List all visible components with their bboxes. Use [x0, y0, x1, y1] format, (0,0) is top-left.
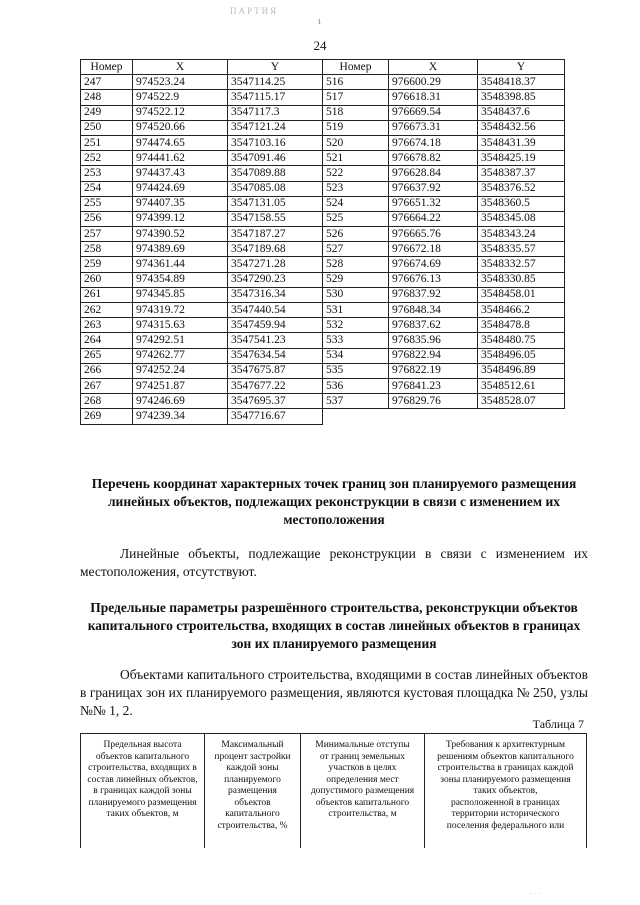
table-cell: 3547158.55 — [228, 211, 323, 226]
table-row — [81, 135, 565, 150]
table-cell: 3547091.46 — [228, 151, 323, 166]
table-cell: 3547634.54 — [228, 348, 323, 363]
table-cell: 535 — [323, 363, 389, 378]
table-cell: 263 — [81, 318, 133, 333]
table-cell: 976618.31 — [389, 90, 478, 105]
section-heading-coordinates: Перечень координат характерных точек границ зон планируемого размещения линейных объектов, подлежащих реконструкции в связи с изменением их местоположения — [91, 476, 577, 527]
table-cell: 250 — [81, 120, 133, 135]
table-cell: 530 — [323, 287, 389, 302]
table-cell: 976628.84 — [389, 166, 478, 181]
table-row — [81, 272, 565, 287]
table-cell: 247 — [81, 75, 133, 90]
table-cell: 3547114.25 — [228, 75, 323, 90]
table-row — [81, 303, 565, 318]
table-cell: 976665.76 — [389, 227, 478, 242]
table-cell: 3547440.54 — [228, 303, 323, 318]
table-cell: 258 — [81, 242, 133, 257]
table-cell: 974522.9 — [133, 90, 228, 105]
table-cell: 537 — [323, 394, 389, 409]
table-row — [81, 409, 565, 424]
table-cell: 974522.12 — [133, 105, 228, 120]
table-cell: 3547271.28 — [228, 257, 323, 272]
table-cell: 3548432.56 — [478, 120, 565, 135]
table-cell: 526 — [323, 227, 389, 242]
table-cell: 974361.44 — [133, 257, 228, 272]
table-header-cell: X — [389, 60, 478, 75]
table-cell: 976829.76 — [389, 394, 478, 409]
table-cell: 3547675.87 — [228, 363, 323, 378]
table-header-cell: Номер — [81, 60, 133, 75]
table-row — [81, 287, 565, 302]
table-cell: 974319.72 — [133, 303, 228, 318]
table-cell: 974437.43 — [133, 166, 228, 181]
table-cell: 976837.62 — [389, 318, 478, 333]
table-cell: 974315.63 — [133, 318, 228, 333]
table-cell: 976848.34 — [389, 303, 478, 318]
table-cell: 3548335.57 — [478, 242, 565, 257]
table-cell: 3548431.39 — [478, 135, 565, 150]
table-row — [81, 363, 565, 378]
table-header-row — [81, 60, 565, 75]
table-cell: 976674.18 — [389, 135, 478, 150]
table-cell: 974246.69 — [133, 394, 228, 409]
table-cell: 3548496.89 — [478, 363, 565, 378]
table-cell: 3548437.6 — [478, 105, 565, 120]
table-cell: 531 — [323, 303, 389, 318]
table-row — [81, 394, 565, 409]
table-cell: 974262.77 — [133, 348, 228, 363]
table-row — [81, 348, 565, 363]
table-cell: 518 — [323, 105, 389, 120]
table-cell: 249 — [81, 105, 133, 120]
table-cell: 3547131.05 — [228, 196, 323, 211]
table-cell: 3547115.17 — [228, 90, 323, 105]
table-cell: 976673.31 — [389, 120, 478, 135]
table-cell: 536 — [323, 378, 389, 393]
table-header-row — [81, 734, 587, 849]
scan-artifact: . . . — [530, 887, 540, 896]
table-cell: 3548332.57 — [478, 257, 565, 272]
table-cell: 976669.54 — [389, 105, 478, 120]
table-cell: 3547189.68 — [228, 242, 323, 257]
table-cell: 3547085.08 — [228, 181, 323, 196]
table-cell: 3548496.05 — [478, 348, 565, 363]
table-cell: 974252.24 — [133, 363, 228, 378]
table-header-cell: Номер — [323, 60, 389, 75]
table-cell: 524 — [323, 196, 389, 211]
table-cell: 260 — [81, 272, 133, 287]
table-cell: 267 — [81, 378, 133, 393]
table-cell: 3548425.19 — [478, 151, 565, 166]
table-row — [81, 181, 565, 196]
table-cell: 3547541.23 — [228, 333, 323, 348]
table-cell: 3547089.88 — [228, 166, 323, 181]
table-cell: 261 — [81, 287, 133, 302]
table-cell: 976841.23 — [389, 378, 478, 393]
table-cell: 976672.18 — [389, 242, 478, 257]
table-cell: 974424.69 — [133, 181, 228, 196]
table-cell: 519 — [323, 120, 389, 135]
table-cell: 974474.65 — [133, 135, 228, 150]
table-cell: 976674.69 — [389, 257, 478, 272]
table-cell: 3548387.37 — [478, 166, 565, 181]
table-cell — [478, 409, 565, 424]
table-cell: 3547716.67 — [228, 409, 323, 424]
table-row — [81, 120, 565, 135]
table-cell: 3548345.08 — [478, 211, 565, 226]
table-cell: 3547290.23 — [228, 272, 323, 287]
table-cell: 523 — [323, 181, 389, 196]
table-cell: 974292.51 — [133, 333, 228, 348]
table-cell: 254 — [81, 181, 133, 196]
table-row — [81, 151, 565, 166]
table-row — [81, 242, 565, 257]
table-cell: 3548512.61 — [478, 378, 565, 393]
table-cell: 3548360.5 — [478, 196, 565, 211]
table-cell: 262 — [81, 303, 133, 318]
table-cell: 976822.94 — [389, 348, 478, 363]
table-header-cell: Минимальные отступы от границ земельных участков в целях определения мест допустимого размещения объектов капитального строительства, м — [301, 734, 425, 849]
parameters-table — [80, 733, 587, 848]
table-cell: 976651.32 — [389, 196, 478, 211]
table-cell: 3547103.16 — [228, 135, 323, 150]
table-row — [81, 318, 565, 333]
table-cell: 976664.22 — [389, 211, 478, 226]
table-cell: 266 — [81, 363, 133, 378]
table-row — [81, 196, 565, 211]
table-cell: 3547117.3 — [228, 105, 323, 120]
table-cell: 255 — [81, 196, 133, 211]
table-cell: 256 — [81, 211, 133, 226]
table-cell: 532 — [323, 318, 389, 333]
table-row — [81, 90, 565, 105]
table-header-cell: X — [133, 60, 228, 75]
table-cell: 974520.66 — [133, 120, 228, 135]
table-cell: 976822.19 — [389, 363, 478, 378]
section-heading-parameters: Предельные параметры разрешённого строительства, реконструкции объектов капитального строительства, входящих в состав линейных объектов в границах зон их планируемого размещения — [87, 600, 581, 651]
table-row — [81, 166, 565, 181]
table-header-cell: Y — [478, 60, 565, 75]
table-cell: 974354.89 — [133, 272, 228, 287]
table-cell: 264 — [81, 333, 133, 348]
table-cell: 516 — [323, 75, 389, 90]
section-text-parameters: Объектами капитального строительства, входящими в состав линейных объектов в границах зон их планируемого размещения, являются кустовая площадка № 250, узлы №№ 1, 2. — [80, 667, 588, 718]
table-cell — [389, 409, 478, 424]
table-cell: 3548343.24 — [478, 227, 565, 242]
table-header-cell: Требования к архитектурным решениям объектов капитального строительства в границах каждой зоны планируемого размещения таких объектов, расположенной в границах территории исторического поселения федерального или — [425, 734, 587, 849]
section-text-coordinates: Линейные объекты, подлежащие реконструкции в связи с изменением их местоположения, отсутствуют. — [80, 546, 588, 579]
table-cell: 3548478.8 — [478, 318, 565, 333]
table-row — [81, 333, 565, 348]
table-cell: 3548528.07 — [478, 394, 565, 409]
table-cell: 257 — [81, 227, 133, 242]
table-cell: 265 — [81, 348, 133, 363]
table-cell: 533 — [323, 333, 389, 348]
table-cell: 3547316.34 — [228, 287, 323, 302]
table-cell: 974523.24 — [133, 75, 228, 90]
table-cell: 976835.96 — [389, 333, 478, 348]
table-cell: 3547121.24 — [228, 120, 323, 135]
table-cell: 520 — [323, 135, 389, 150]
table-cell: 269 — [81, 409, 133, 424]
table-cell: 253 — [81, 166, 133, 181]
table-cell: 3547187.27 — [228, 227, 323, 242]
table-cell: 252 — [81, 151, 133, 166]
table-cell: 976637.92 — [389, 181, 478, 196]
table-cell: 974389.69 — [133, 242, 228, 257]
table-cell: 3547459.94 — [228, 318, 323, 333]
table-cell: 248 — [81, 90, 133, 105]
table-row — [81, 75, 565, 90]
table-cell: 974239.34 — [133, 409, 228, 424]
table-cell — [323, 409, 389, 424]
table-cell: 259 — [81, 257, 133, 272]
table-caption: Таблица 7 — [532, 717, 584, 731]
coordinates-table-body — [81, 75, 565, 424]
coordinates-table — [80, 59, 565, 425]
table-header-cell: Предельная высота объектов капитального строительства, входящих в состав линейных объектов, в границах каждой зоны планируемого размещения таких объектов, м — [81, 734, 205, 849]
table-cell: 268 — [81, 394, 133, 409]
table-row — [81, 378, 565, 393]
table-cell: 251 — [81, 135, 133, 150]
table-cell: 525 — [323, 211, 389, 226]
table-cell: 528 — [323, 257, 389, 272]
table-row — [81, 227, 565, 242]
table-cell: 3548458.01 — [478, 287, 565, 302]
table-row — [81, 257, 565, 272]
table-cell: 974441.62 — [133, 151, 228, 166]
table-cell: 3548418.37 — [478, 75, 565, 90]
table-cell: 527 — [323, 242, 389, 257]
table-row — [81, 105, 565, 120]
table-cell: 974407.35 — [133, 196, 228, 211]
table-cell: 3548376.52 — [478, 181, 565, 196]
table-cell: 521 — [323, 151, 389, 166]
table-cell: 976837.92 — [389, 287, 478, 302]
table-cell: 3548466.2 — [478, 303, 565, 318]
table-cell: 517 — [323, 90, 389, 105]
table-row — [81, 211, 565, 226]
table-header-cell: Y — [228, 60, 323, 75]
table-cell: 522 — [323, 166, 389, 181]
table-cell: 529 — [323, 272, 389, 287]
scan-artifact: ι — [318, 16, 321, 27]
table-header-cell: Максимальный процент застройки каждой зоны планируемого размещения объектов капитального строительства, % — [205, 734, 301, 849]
table-cell: 3548480.75 — [478, 333, 565, 348]
table-cell: 3548330.85 — [478, 272, 565, 287]
table-cell: 534 — [323, 348, 389, 363]
table-cell: 974345.85 — [133, 287, 228, 302]
scan-artifact: ПАРТИЯ — [230, 6, 279, 16]
table-cell: 974390.52 — [133, 227, 228, 242]
table-cell: 976600.29 — [389, 75, 478, 90]
table-cell: 974399.12 — [133, 211, 228, 226]
page-number: 24 — [313, 38, 327, 53]
table-cell: 974251.87 — [133, 378, 228, 393]
table-cell: 976678.82 — [389, 151, 478, 166]
table-cell: 3547677.22 — [228, 378, 323, 393]
table-cell: 976676.13 — [389, 272, 478, 287]
table-cell: 3548398.85 — [478, 90, 565, 105]
table-cell: 3547695.37 — [228, 394, 323, 409]
